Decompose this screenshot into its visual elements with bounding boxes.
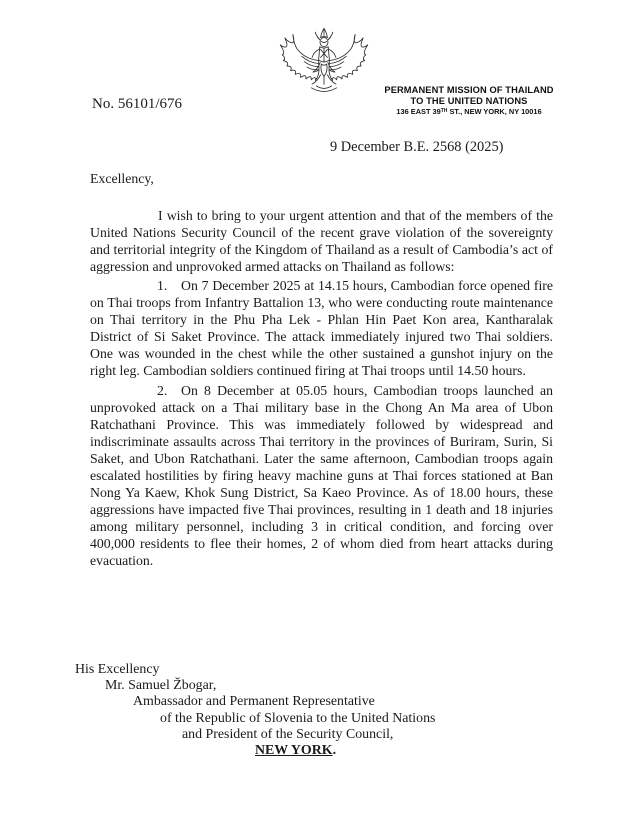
- mission-name-line1: PERMANENT MISSION OF THAILAND: [384, 85, 554, 95]
- addressee-line: His Excellency: [75, 662, 160, 677]
- mission-address-pre: 136 EAST 39: [396, 107, 441, 117]
- numbered-paragraph-2: [90, 382, 553, 569]
- paragraph-number: 2.: [157, 383, 168, 398]
- salutation: Excellency,: [90, 171, 154, 186]
- paragraph-number: 1.: [157, 278, 168, 293]
- mission-name-line2: TO THE UNITED NATIONS: [410, 95, 528, 106]
- numbered-paragraph-1: [90, 277, 553, 379]
- addressee-city-line: [75, 743, 555, 759]
- paragraph-text: On 8 December at 05.05 hours, Cambodian troops launched an unprovoked attack on a Thai military base in the Chong An Ma area of Ubon Ratchathani Province. This was immediately followed by widespread and indiscriminate assaults across Thai territory in the provinces of Buriram, Surin, Si Saket, and Ubon Ratchathani. Later the same afternoon, Cambodian troops again escalated hostilities by firing heavy machine guns at Thai forces stationed at Ban Nong Ya Kaew, Khok Sung District, Sa Kaeo Province. As of 18.00 hours, these aggressions have impacted five Thai provinces, resulting in 1 death and 18 injuries among military personnel, including 3 in critical condition, and forcing over 400,000 residents to flee their homes, 2 of whom died from heart attacks during evacuation.: [90, 383, 553, 568]
- garuda-emblem-icon: [277, 26, 371, 112]
- addressee-city: NEW YORK: [255, 743, 333, 759]
- letter-body: [90, 170, 553, 569]
- addressee-line: and President of the Security Council,: [182, 726, 394, 742]
- paragraph-text: On 7 December 2025 at 14.15 hours, Cambodian force opened fire on Thai troops from Infantry Battalion 13, who were conducting route maintenance on Thai territory in the Phu Pha Lek - Phlan Hin Paet Kon area, Kantharalak District of Si Saket Province. The attack immediately injured two Thai soldiers. One was wounded in the chest while the other sustained a gunshot injury on the right leg. Cambodian soldiers continued firing at Thai troops until 14.50 hours.: [90, 278, 553, 378]
- addressee-city-period: .: [332, 743, 337, 759]
- addressee-line: Ambassador and Permanent Representative: [133, 694, 375, 710]
- mission-letterhead: [384, 85, 554, 118]
- addressee-line: of the Republic of Slovenia to the United Nations: [160, 710, 436, 726]
- mission-address-post: ST., NEW YORK, NY 10016: [447, 107, 542, 117]
- mission-address-ordinal: TH: [440, 107, 448, 114]
- addressee-block: [75, 662, 555, 759]
- intro-paragraph: I wish to bring to your urgent attention and that of the members of the United Nations Security Council of the recent grave violation of the sovereignty and territorial integrity of the Kingdom of Thailand as a result of Cambodia’s act of aggression and unprovoked armed attacks on Thailand as follows:: [90, 208, 553, 274]
- addressee-line: Mr. Samuel Žbogar,: [105, 678, 217, 694]
- reference-number: No. 56101/676: [92, 96, 182, 112]
- mission-address: [384, 107, 554, 118]
- date-line: 9 December B.E. 2568 (2025): [330, 139, 504, 155]
